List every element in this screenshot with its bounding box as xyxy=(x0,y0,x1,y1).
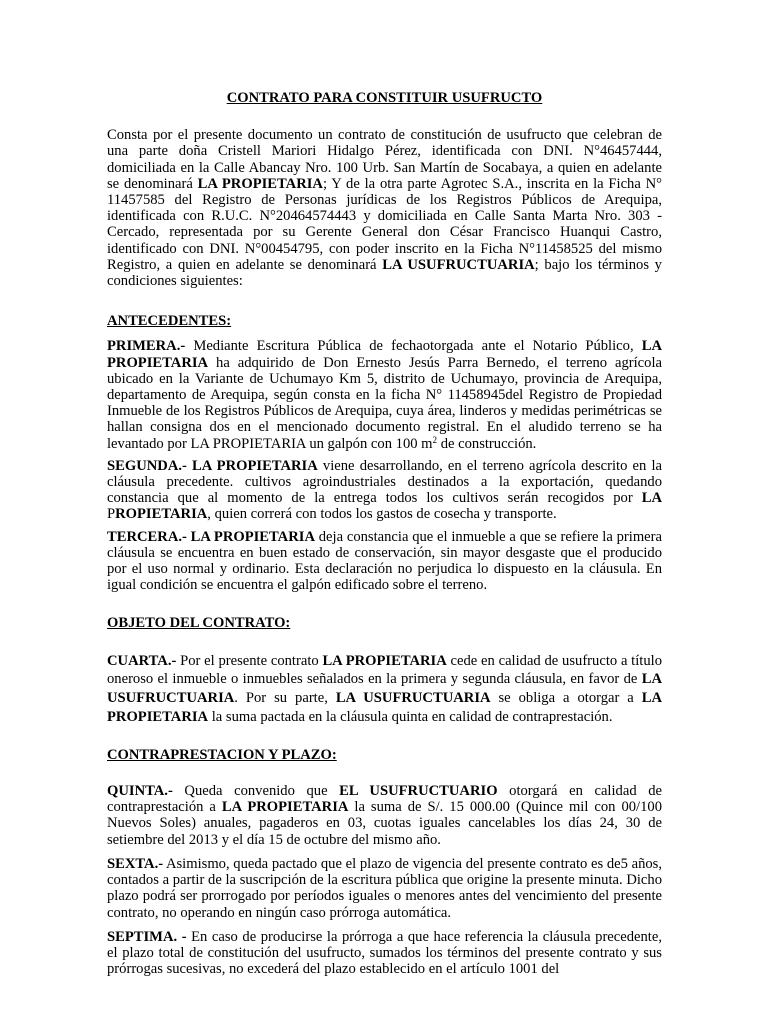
clause-text: deja constancia que el inmueble a que se refiere la primera cláusula se encuentra en buen estado de conservación, sin mayor desgaste que el producido por el uso normal y ordinario. Esta declaración no perjudica lo dispuesto en la cláusula. En igual condición se encuentra el galpón edificado sobre el terreno. xyxy=(107,528,662,594)
clause-label: SEGUNDA.- xyxy=(107,457,187,474)
clause-label: QUINTA.- xyxy=(107,783,173,800)
clause-text: P xyxy=(107,506,116,523)
party-propietaria: LA PROPIETARIA xyxy=(322,652,447,669)
clause-segunda xyxy=(107,458,662,523)
intro-paragraph xyxy=(107,127,662,289)
clause-cuarta xyxy=(107,652,662,727)
party-propietaria: LA PROPIETARIA xyxy=(190,528,315,545)
clause-text: ha adquirido de Don Ernesto Jesús Parra Bernedo, el terreno agrícola ubicado en la Variante de Uchumayo Km 5, distrito de Uchumayo, provincia de Arequipa, departamento de Arequipa, según consta en la ficha N° 11458945del Registro de Propiedad Inmueble de los Registros Públicos de Arequipa, cuya área, linderos y medidas perimétricas se hallan consigna dos en el mencionado documento registral. En el aludido terreno se ha levantado por LA PROPIETARIA un galpón con 100 m xyxy=(107,354,662,452)
clause-text: En caso de producirse la prórroga a que hace referencia la cláusula precedente, el plazo total de constitución del usufructo, sumados los términos del presente contrato y sus prórrogas sucesivas, no excederá del plazo establecido en el artículo 1001 del xyxy=(107,928,662,978)
clause-text: la suma pactada en la cláusula quinta en calidad de contraprestación. xyxy=(208,709,613,726)
clause-text: . Por su parte, xyxy=(234,690,336,707)
superscript: 2 xyxy=(432,434,438,445)
clause-label: TERCERA.- xyxy=(107,528,187,545)
document-page xyxy=(107,90,662,977)
clause-primera xyxy=(107,338,662,451)
clause-text: la suma de S/. 15 000.00 (Quince mil con 00/100 Nuevos Soles) anuales, pagaderos en 03, cuotas iguales cancelables los días 24, 30 de setiembre del 2013 y el día 15 de octubre del mismo año. xyxy=(107,799,662,848)
party-usufructuaria: LA USUFRUCTUARIA xyxy=(382,256,535,273)
clause-quinta xyxy=(107,783,662,848)
clause-text: Queda convenido que xyxy=(172,783,340,800)
clause-text: cede en calidad de usufructo a título oneroso el inmueble o inmuebles señalados en la primera y segunda cláusula, en favor de xyxy=(107,652,662,688)
intro-text: Consta por el presente documento un contrato de constitución de usufructo que celebran de una parte doña Cristell Mariori Hidalgo Pérez, identificada con DNI. N°46457444, domiciliada en la Calle Abancay Nro. 100 Urb. San Martín de Socabaya, a quien en adelante se denominará xyxy=(107,127,662,192)
party-propietaria: ROPIETARIA xyxy=(115,506,208,523)
clause-text: se obliga a otorgar a xyxy=(490,690,642,707)
clause-label: SEPTIMA. - xyxy=(107,928,187,945)
party-propietaria: LA xyxy=(641,490,662,507)
clause-text: otorgará en calidad de contraprestación a xyxy=(107,783,662,816)
clause-label: PRIMERA.- xyxy=(107,338,186,355)
clause-text: de construcción. xyxy=(437,435,537,452)
party-propietaria: LA PROPIETARIA xyxy=(107,338,662,371)
party-propietaria: LA PROPIETARIA xyxy=(107,690,663,726)
document-title: CONTRATO PARA CONSTITUIR USUFRUCTO xyxy=(226,90,543,106)
clause-text: viene desarrollando, en el terreno agrícola descrito en la cláusula precedente. cultivos agroindustriales destinados a la exportación, quedando constancia que al momento de la entrega todos los cultivos serán recogidos por xyxy=(107,457,663,507)
party-propietaria: LA PROPIETARIA xyxy=(192,457,318,474)
party-usufructuaria: LA USUFRUCTUARIA xyxy=(107,671,662,707)
section-heading-objeto: OBJETO DEL CONTRATO: xyxy=(107,615,291,632)
clause-label: CUARTA.- xyxy=(107,652,177,669)
section-heading-antecedentes: ANTECEDENTES: xyxy=(107,313,232,330)
section-heading-contraprestacion: CONTRAPRESTACION Y PLAZO: xyxy=(107,746,337,763)
clause-text: Asimismo, queda pactado que el plazo de vigencia del presente contrato es de5 años, contados a partir de la suscripción de la escritura pública que origine la presente minuta. Dicho plazo podrá ser prorrogado por períodos iguales o menores antes del vencimiento del presente contrato, no operando en ningún caso prórroga automática. xyxy=(107,855,662,921)
clause-text: Por el presente contrato xyxy=(176,652,323,669)
clause-sexta xyxy=(107,856,662,921)
intro-text: ; Y de la otra parte Agrotec S.A., inscrita en la Ficha N° 11457585 del Registro de Personas jurídicas de los Registros Públicos de Arequipa, identificada con R.U.C. N°20464574443 y domiciliada en Calle Santa Marta Nro. 303 -Cercado, representada por su Gerente General don César Francisco Huanqui Castro, identificado con DNI. N°00454795, con poder inscrito en la Ficha N°11458525 del mismo Registro, a quien en adelante se denominará xyxy=(107,175,662,273)
party-propietaria: LA PROPIETARIA xyxy=(197,175,323,192)
clause-text: Mediante Escritura Pública de fechaotorgada ante el Notario Público, xyxy=(185,338,642,355)
party-propietaria: LA PROPIETARIA xyxy=(221,799,349,816)
clause-tercera xyxy=(107,529,662,594)
intro-text: ; bajo los términos y condiciones siguientes: xyxy=(107,256,662,290)
party-usufructuario: EL USUFRUCTUARIO xyxy=(339,783,498,800)
clause-label: SEXTA.- xyxy=(107,855,164,872)
party-usufructuaria: LA USUFRUCTUARIA xyxy=(335,690,491,707)
clause-septima xyxy=(107,929,662,978)
clause-text: , quien correrá con todos los gastos de cosecha y transporte. xyxy=(207,506,557,523)
